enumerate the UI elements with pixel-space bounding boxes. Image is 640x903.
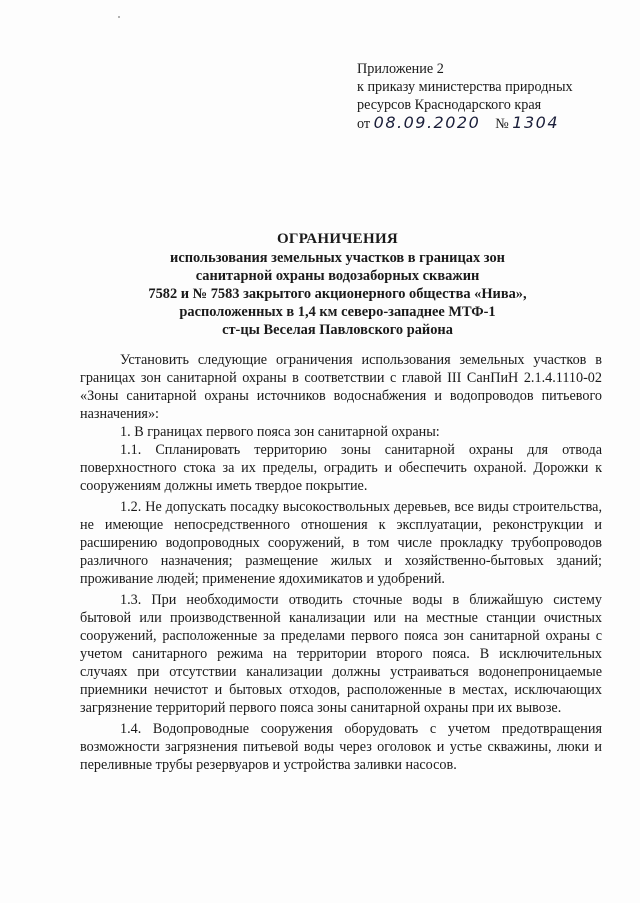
document-body [80,351,602,774]
title-line-4: расположенных в 1,4 км северо-западнее МТФ-1 [179,304,496,320]
date-prefix: от [357,116,371,132]
appendix-line-1: Приложение 2 [357,61,444,77]
title-line-5: ст-цы Веселая Павловского района [222,322,453,338]
title-line-1: использования земельных участков в границах зон [170,250,505,266]
handwritten-number: 1304 [512,113,560,132]
appendix-block [357,60,627,133]
section-1-heading: 1. В границах первого пояса зон санитарной охраны: [120,424,440,440]
title-line-3: 7582 и № 7583 закрытого акционерного общества «Нива», [148,286,527,302]
handwritten-date: 08.09.2020 [373,113,481,132]
appendix-line-3: ресурсов Краснодарского края [357,97,542,113]
paragraph-1-3: 1.3. При необходимости отводить сточные воды в ближайшую систему бытовой или производственной канализации или на местные станции очистных сооружений, расположенные за пределами первого пояса зон санитарной охраны с учетом санитарного режима на территории второго пояса. В исключительных случаях при отсутствии канализации должны устраиваться водонепроницаемые приемники нечистот и бытовых отходов, расположенные в местах, исключающих загрязнение территорий первого пояса зоны санитарной охраны при их вывозе. [80,592,602,716]
scan-speck [118,16,120,18]
number-prefix: № [495,116,509,132]
title-line-2: санитарной охраны водозаборных скважин [195,268,480,284]
paragraph-1-4: 1.4. Водопроводные сооружения оборудовать с учетом предотвращения возможности загрязнения питьевой воды через оголовок и устье скважины, люки и переливные трубы резервуаров и устройства заливки насосов. [80,721,602,773]
document-title [80,230,595,339]
appendix-line-2: к приказу министерства природных [357,79,573,95]
paragraph-1-1: 1.1. Спланировать территорию зоны санитарной охраны для отвода поверхностного стока за их пределы, оградить и обеспечить охраной. Дорожки к сооружениям должны иметь твердое покрытие. [80,442,602,494]
paragraph-1-2: 1.2. Не допускать посадку высокоствольных деревьев, все виды строительства, не имеющие непосредственного отношения к эксплуатации, реконструкции и расширению водопроводных сооружений, в том числе прокладку трубопроводов различного назначения; размещение жилых и хозяйственно-бытовых зданий; проживание людей; применение ядохимикатов и удобрений. [80,499,602,587]
title-heading: ОГРАНИЧЕНИЯ [276,231,399,247]
intro-paragraph: Установить следующие ограничения использования земельных участков в границах зон санитарной охраны в соответствии с главой III СанПиН 2.1.4.1110-02 «Зоны санитарной охраны источников водоснабжения и водопроводов питьевого назначения»: [80,352,602,422]
appendix-date-line [357,114,627,133]
